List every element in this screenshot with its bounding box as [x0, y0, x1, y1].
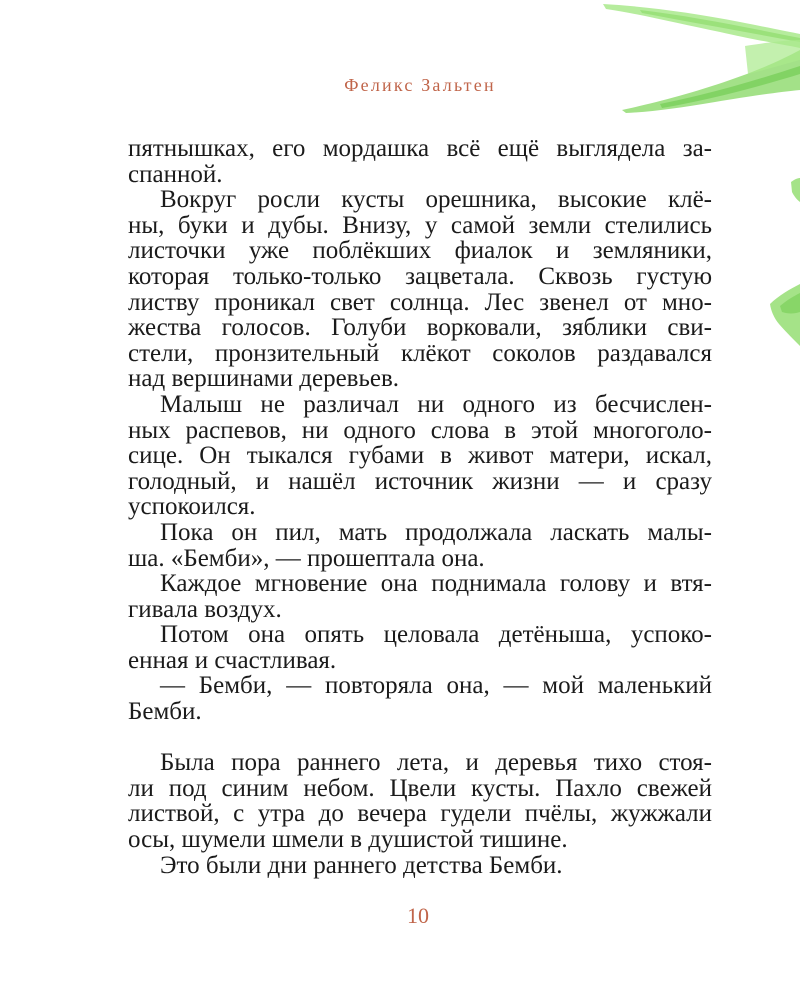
text-line: листву проникал свет солнца. Лес звенел от мно-: [128, 288, 712, 316]
text-line: Бемби.: [128, 698, 202, 726]
green-brush-stroke: [640, 10, 800, 42]
text-line: над вершинами деревьев.: [128, 365, 400, 393]
paragraph: [128, 673, 712, 724]
text-line: пятнышках, его мордашка всё ещё выглядела за-: [128, 135, 712, 162]
paragraph: [128, 853, 712, 879]
paragraph: [128, 187, 712, 392]
text-line: гивала воздух.: [128, 595, 282, 623]
text-line: Малыш не различал ни одного из бесчислен-: [160, 390, 712, 418]
green-brush-stroke: [780, 293, 800, 314]
text-line: голодный, и нашёл источник жизни — и сразу: [128, 467, 712, 495]
text-line: ли под синим небом. Цвели кусты. Пахло свежей: [128, 774, 712, 802]
text-line: сице. Он тыкался губами в живот матери, искал,: [128, 442, 712, 470]
text-line: енная и счастливая.: [128, 646, 337, 674]
text-line: которая только-только зацветала. Сквозь густую: [128, 262, 712, 290]
page-number: 10: [407, 903, 429, 928]
text-line: ны, буки и дубы. Внизу, у самой земли стелились: [128, 211, 712, 239]
paragraph: [128, 571, 712, 622]
text-line: листочки уже поблёкших фиалок и земляники,: [128, 237, 712, 265]
text-line: листвой, с утра до вечера гудели пчёлы, жужжали: [128, 800, 712, 828]
text-line: — Бемби, — повторяла она, — мой маленький: [160, 672, 712, 700]
paragraph: [128, 622, 712, 673]
green-brush-stroke: [745, 40, 800, 74]
paragraph: [128, 392, 712, 520]
text-line: ных распевов, ни одного слова в этой многоголо-: [128, 416, 712, 444]
green-brush-stroke: [791, 178, 800, 202]
text-line: осы, шумели шмели в душистой тишине.: [128, 826, 568, 854]
paragraph: [128, 750, 712, 852]
text-line: Это были дни раннего детства Бемби.: [160, 851, 563, 879]
text-line: Потом она опять целовала детёныша, успоко-: [160, 621, 712, 649]
section-break: [128, 725, 712, 751]
text-line: стели, пронзительный клёкот соколов раздавался: [128, 339, 712, 367]
green-brush-stroke: [770, 284, 800, 346]
body-text: [128, 136, 712, 878]
paragraph: [128, 520, 712, 571]
text-line: Пока он пил, мать продолжала ласкать малы-: [160, 518, 712, 546]
text-line: спанной.: [128, 160, 223, 188]
text-line: Была пора раннего лета, и деревья тихо стоя-: [160, 749, 712, 777]
green-brush-stroke: [603, 4, 800, 48]
paragraph: [128, 136, 712, 187]
text-line: жества голосов. Голуби ворковали, зяблики сви-: [128, 314, 712, 342]
running-head-author: Феликс Зальтен: [344, 75, 496, 95]
text-line: Каждое мгновение она поднимала голову и втя-: [160, 570, 712, 598]
text-line: успокоился.: [128, 493, 256, 521]
text-line: Вокруг росли кусты орешника, высокие клё-: [160, 186, 712, 214]
text-line: ша. «Бемби», — прошептала она.: [128, 544, 485, 572]
